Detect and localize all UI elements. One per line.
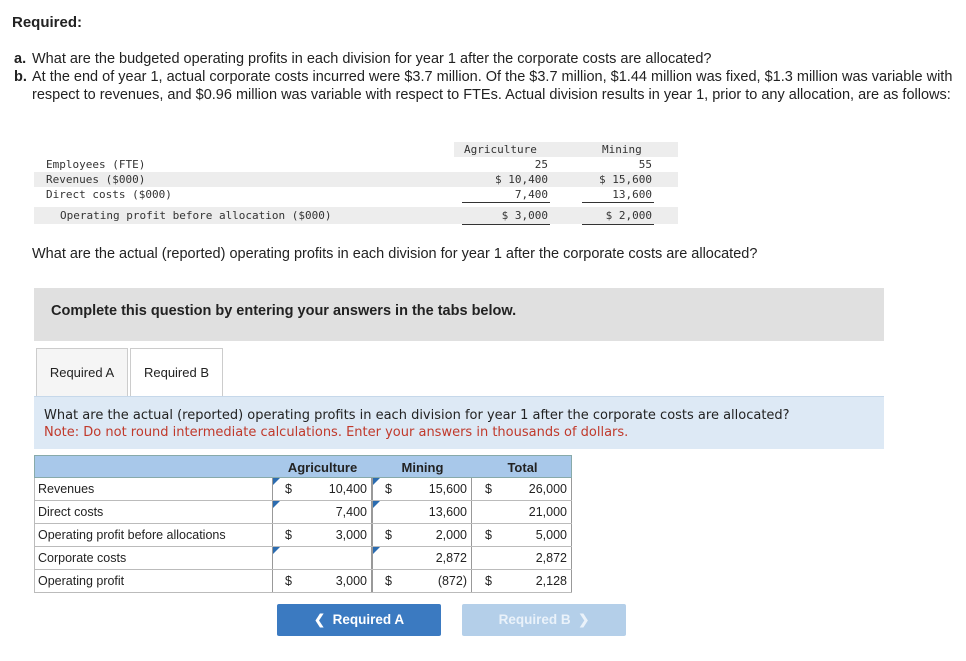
given-row-mining: 55 (638, 158, 652, 171)
given-double-underline (582, 224, 654, 225)
agriculture-sign: $ (285, 482, 292, 496)
given-header-agriculture: Agriculture (464, 143, 537, 156)
banner-text: Complete this question by entering your answers in the tabs below. (51, 303, 517, 319)
given-row (34, 157, 678, 172)
prev-required-a-button[interactable] (277, 604, 441, 636)
row-label: Operating profit before allocations (38, 528, 226, 542)
prev-button-label: Required A (332, 612, 405, 627)
total-value: 26,000 (528, 482, 567, 496)
mining-sign: $ (385, 528, 392, 542)
row-label: Direct costs (38, 505, 104, 519)
tab-required-a[interactable]: Required A (36, 348, 128, 396)
total-value: 21,000 (528, 505, 567, 519)
mining-value[interactable]: 13,600 (428, 505, 467, 519)
input-marker-icon (273, 478, 280, 485)
given-header-row (454, 142, 678, 157)
agriculture-input[interactable] (272, 547, 372, 569)
chevron-left-icon: ❮ (313, 612, 333, 627)
input-marker-icon (273, 501, 280, 508)
given-row-agriculture: 25 (534, 158, 548, 171)
mining-value[interactable]: (872) (437, 574, 467, 588)
row-label: Operating profit (38, 574, 125, 588)
table-row (34, 501, 572, 524)
question-a (14, 50, 954, 68)
given-row-mining: $ 2,000 (605, 209, 652, 222)
info-question: What are the actual (reported) operating profits in each division for year 1 after the corporate costs are allocated? (44, 408, 790, 423)
row-label: Corporate costs (38, 551, 127, 565)
mining-value[interactable]: 2,000 (435, 528, 467, 542)
header-total: Total (507, 460, 538, 475)
total-sign: $ (485, 528, 492, 542)
mining-value[interactable]: 2,872 (435, 551, 467, 565)
question-b (14, 68, 954, 104)
given-row (34, 172, 678, 187)
table-row (34, 547, 572, 570)
given-row-label: Operating profit before allocation ($000) (60, 209, 332, 222)
questions (14, 50, 954, 104)
question-a-text: What are the budgeted operating profits in each division for year 1 after the corporate costs are allocated? (32, 51, 712, 67)
total-sign: $ (485, 574, 492, 588)
given-row-label: Employees (FTE) (46, 158, 146, 171)
given-row-agriculture: $ 10,400 (495, 173, 548, 186)
required-title: Required: (12, 14, 83, 31)
input-marker-icon (273, 547, 280, 554)
agriculture-sign: $ (285, 528, 292, 542)
answer-header-row (34, 455, 572, 478)
input-marker-icon (373, 478, 380, 485)
given-row-mining: 13,600 (612, 188, 652, 201)
question-b-label: b. (14, 69, 27, 85)
table-row (34, 478, 572, 501)
agriculture-value[interactable]: 7,400 (335, 505, 367, 519)
given-row-agriculture: $ 3,000 (501, 209, 548, 222)
input-marker-icon (373, 501, 380, 508)
row-label: Revenues (38, 482, 95, 496)
given-row-label: Direct costs ($000) (46, 188, 172, 201)
mining-value[interactable]: 15,600 (428, 482, 467, 496)
table-row (34, 570, 572, 593)
agriculture-value[interactable]: 3,000 (335, 528, 367, 542)
next-required-b-button[interactable] (462, 604, 626, 636)
given-row-agriculture: 7,400 (514, 188, 548, 201)
total-sign: $ (485, 482, 492, 496)
question-actual-profits: What are the actual (reported) operating profits in each division for year 1 after the corporate costs are allocated? (32, 246, 758, 262)
agriculture-value[interactable]: 3,000 (335, 574, 367, 588)
mining-sign: $ (385, 574, 392, 588)
total-value: 5,000 (535, 528, 567, 542)
info-note: Note: Do not round intermediate calculations. Enter your answers in thousands of dollars. (44, 425, 629, 440)
question-a-label: a. (14, 51, 27, 67)
given-underline (462, 202, 550, 203)
total-value: 2,872 (535, 551, 567, 565)
given-row (34, 207, 678, 224)
given-underline (582, 202, 654, 203)
instruction-banner (34, 288, 884, 341)
given-row-label: Revenues ($000) (46, 173, 146, 186)
agriculture-sign: $ (285, 574, 292, 588)
question-info-box (34, 396, 884, 449)
mining-sign: $ (385, 482, 392, 496)
given-header-mining: Mining (602, 143, 642, 156)
given-row-mining: $ 15,600 (599, 173, 652, 186)
question-b-text: At the end of year 1, actual corporate costs incurred were $3.7 million. Of the $3.7 million, $1.44 million was fixed, $1.3 million was variable with respect to revenues, and $0.96 million was variable with respect to FTEs. Actual division results in year 1, prior to any allocation, are as follows: (32, 69, 953, 103)
total-value: 2,128 (535, 574, 567, 588)
next-button-label: Required B (498, 612, 571, 627)
agriculture-value[interactable]: 10,400 (328, 482, 367, 496)
header-mining: Mining (401, 460, 444, 475)
tab-required-b[interactable]: Required B (130, 348, 223, 397)
given-double-underline (462, 224, 550, 225)
given-row (34, 187, 678, 202)
input-marker-icon (373, 547, 380, 554)
table-row (34, 524, 572, 547)
chevron-right-icon: ❯ (570, 612, 590, 627)
header-agriculture: Agriculture (287, 460, 358, 475)
